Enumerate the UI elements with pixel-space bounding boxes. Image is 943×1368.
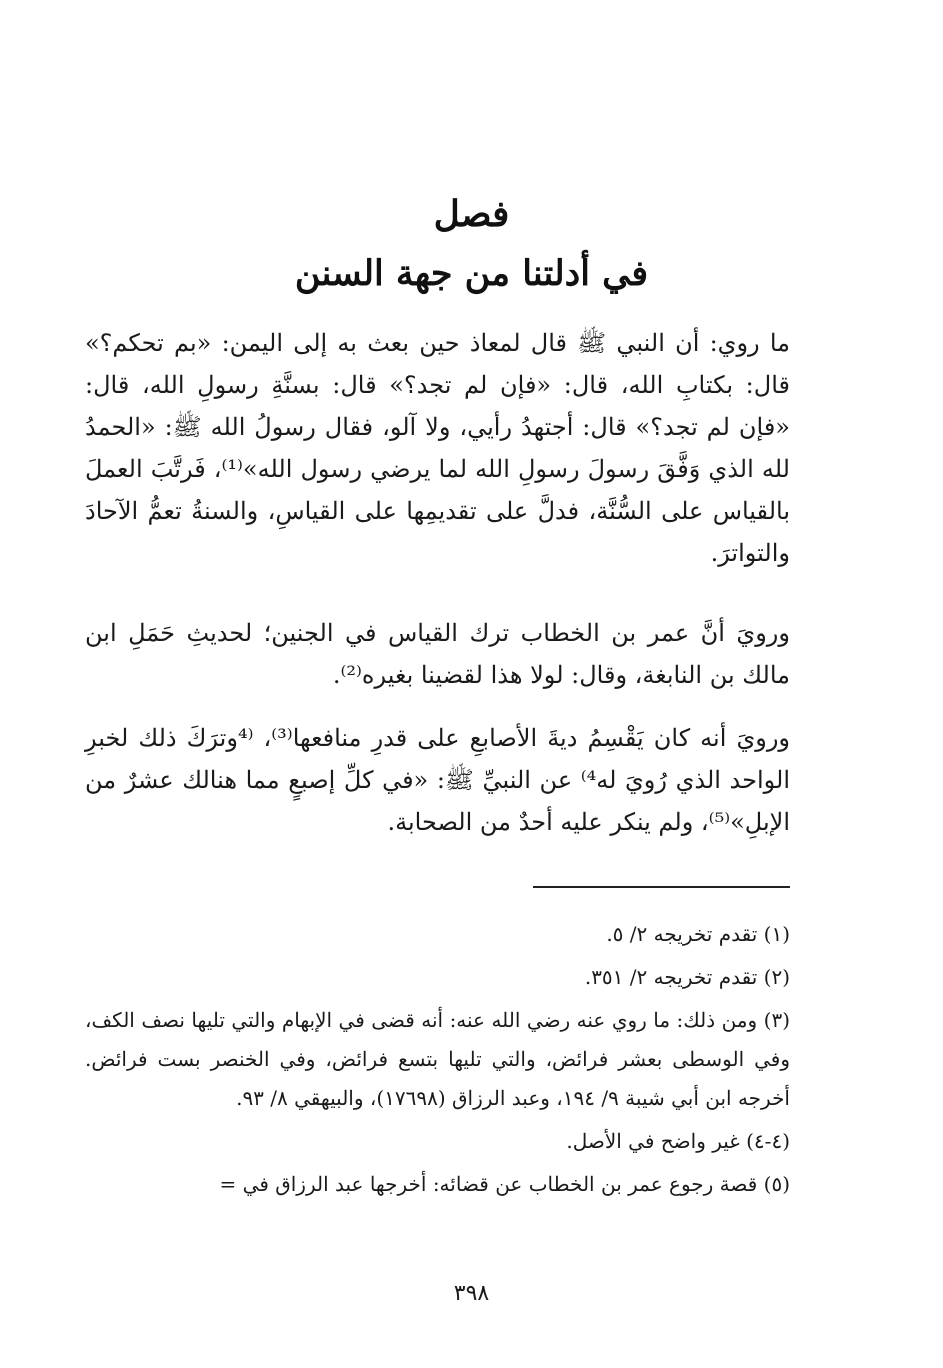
paragraph-muadh-hadith: ما روي: أن النبي ﷺ قال لمعاذ حين بعث به إلى اليمن: «بم تحكم؟» قال: بكتابِ الله، قال: «فإن لم تجد؟» قال: بسنَّةِ رسولِ الله، قال: «فإن لم تجد؟» قال: أجتهدُ رأيي، ولا آلو، فقال رسولُ الله ﷺ: «الحمدُ لله الذي وَفَّقَ رسولَ رسولِ الله لما يرضي رسول الله»⁽¹⁾، فَرتَّبَ العملَ بالقياس على السُّنَّة، فدلَّ على تقديمِها على القياسِ، والسنةُ تعمُّ الآحادَ والتواترَ. — [85, 329, 790, 567]
footnote-5: (٥) قصة رجوع عمر بن الخطاب عن قضائه: أخرجها عبد الرزاق في = — [219, 1172, 790, 1196]
chapter-subtitle: في أدلتنا من جهة السنن — [294, 253, 649, 294]
footnote-divider — [533, 886, 790, 888]
footnote-1: (١) تقدم تخريجه ٢/ ٥. — [606, 922, 790, 946]
footnote-3: (٣) ومن ذلك: ما روي عنه رضي الله عنه: أنه قضى في الإبهام والتي تليها نصف الكف، وفي الوسطى بعشر فرائض، والتي تليها بتسع فرائض، وفي الخنصر بست فرائض. أخرجه ابن أبي شيبة ٩/ ١٩٤، وعبد الرزاق (١٧٦٩٨)، والبيهقي ٨/ ٩٣. — [85, 1008, 790, 1110]
chapter-title: فصل — [433, 193, 510, 235]
footnotes — [85, 915, 790, 1208]
paragraph-umar-fetus: ورويَ أنَّ عمر بن الخطاب ترك القياس في الجنين؛ لحديثِ حَمَلِ ابن مالك بن النابغة، وقال: لولا هذا لقضينا بغيره⁽²⁾. — [85, 619, 790, 689]
page-number: ٣٩٨ — [453, 1281, 490, 1306]
footnote-2: (٢) تقدم تخريجه ٢/ ٣٥١. — [584, 965, 790, 989]
footnote-4: (٤-٤) غير واضح في الأصل. — [566, 1129, 790, 1153]
paragraph-finger-blood-money: ورويَ أنه كان يَقْسِمُ ديةَ الأصابعِ على قدرِ منافعها⁽³⁾، ⁽⁴وترَكَ ذلك لخبرِ الواحد الذي رُويَ له⁴⁾ عن النبيِّ ﷺ: «في كلِّ إصبعٍ مما هنالك عشرٌ من الإبلِ»⁽⁵⁾، ولم ينكر عليه أحدٌ من الصحابة. — [85, 724, 791, 836]
